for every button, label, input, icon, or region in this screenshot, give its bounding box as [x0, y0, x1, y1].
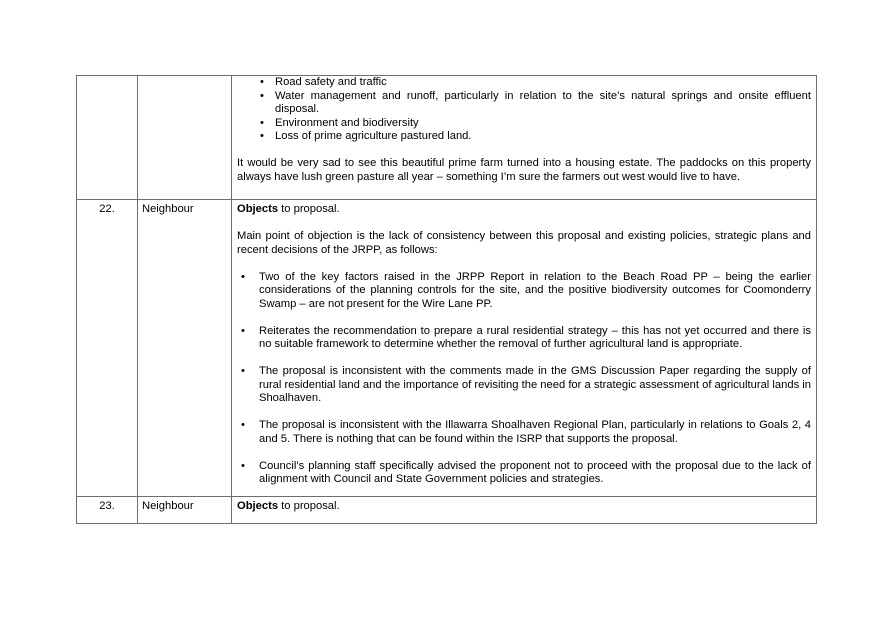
position-rest: to proposal.	[278, 500, 340, 512]
position-statement	[237, 200, 811, 217]
submitter-cell	[138, 497, 232, 524]
list-item: • Reiterates the recommendation to prepare a rural residential strategy – this has not yet occurred and there is no suitable framework to determine whether the removal of further agricultural land is appropriate.	[237, 325, 811, 352]
objection-points-list	[237, 271, 811, 487]
submitter-type: Neighbour	[142, 500, 194, 512]
position-statement	[237, 497, 811, 514]
submission-number-cell	[77, 200, 138, 497]
submitter-cell	[138, 76, 232, 200]
submission-number-cell	[77, 76, 138, 200]
list-item: • The proposal is inconsistent with the comments made in the GMS Discussion Paper regarding the supply of rural residential land and the importance of revisiting the need for a strategic assessment of agricultural lands in Shoalhaven.	[237, 365, 811, 406]
list-item: • Road safety and traffic	[237, 76, 811, 90]
list-item: • Loss of prime agriculture pastured land.	[237, 130, 811, 144]
position-bold: Objects	[237, 203, 279, 215]
position-bold: Objects	[237, 500, 279, 512]
submission-number-cell	[77, 497, 138, 524]
submission-number: 23.	[99, 500, 115, 512]
list-item: • Environment and biodiversity	[237, 117, 811, 131]
table-row	[77, 497, 817, 524]
submissions-table	[76, 75, 817, 524]
table-row	[77, 76, 817, 200]
comments-cell	[232, 76, 817, 200]
comments-cell	[232, 497, 817, 524]
list-item: • Council’s planning staff specifically advised the proponent not to proceed with the proposal due to the lack of alignment with Council and State Government policies and strategies.	[237, 460, 811, 487]
concerns-list	[237, 76, 811, 144]
comments-cell	[232, 200, 817, 497]
table-row	[77, 200, 817, 497]
submitter-cell	[138, 200, 232, 497]
submitter-type: Neighbour	[142, 203, 194, 215]
list-item: • Two of the key factors raised in the JRPP Report in relation to the Beach Road PP – being the earlier considerations of the planning controls for the site, and the positive biodiversity outcomes for Coomonderry Swamp – are not present for the Wire Lane PP.	[237, 271, 811, 312]
closing-paragraph: It would be very sad to see this beautiful prime farm turned into a housing estate. The paddocks on this property always have lush green pasture all year – something I’m sure the farmers out west would live to have.	[237, 157, 811, 183]
submission-number: 22.	[99, 203, 115, 215]
list-item: • Water management and runoff, particularly in relation to the site’s natural springs and onsite effluent disposal.	[237, 90, 811, 117]
position-rest: to proposal.	[278, 203, 340, 215]
intro-paragraph: Main point of objection is the lack of consistency between this proposal and existing policies, strategic plans and recent decisions of the JRPP, as follows:	[237, 230, 811, 256]
list-item: • The proposal is inconsistent with the Illawarra Shoalhaven Regional Plan, particularly in relations to Goals 2, 4 and 5. There is nothing that can be found within the ISRP that supports the proposal.	[237, 419, 811, 446]
